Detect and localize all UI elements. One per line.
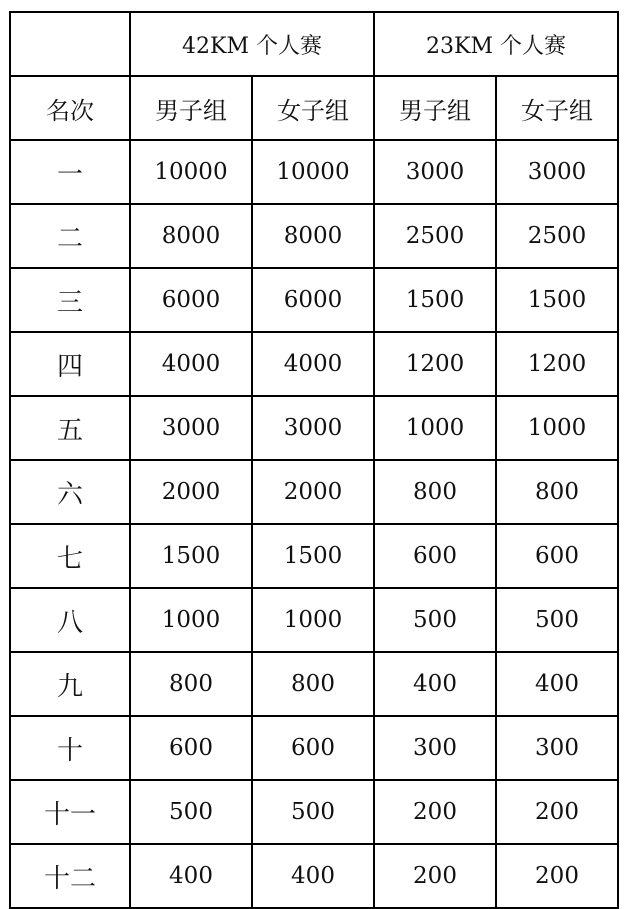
header-row-categories	[10, 76, 618, 140]
km23-men-cell: 3000	[374, 140, 496, 204]
km23-women-cell: 200	[496, 844, 618, 908]
km23-men-cell: 600	[374, 524, 496, 588]
rank-cell: 五	[10, 396, 130, 460]
km42-men-cell: 6000	[130, 268, 252, 332]
km23-men-cell: 2500	[374, 204, 496, 268]
km42-men-cell: 1500	[130, 524, 252, 588]
prize-table	[9, 11, 619, 909]
km23-women-cell: 400	[496, 652, 618, 716]
rank-cell: 十	[10, 716, 130, 780]
table-row	[10, 268, 618, 332]
table-row	[10, 652, 618, 716]
header-42km: 42KM 个人赛	[130, 12, 374, 76]
km23-women-cell: 300	[496, 716, 618, 780]
km42-women-cell: 800	[252, 652, 374, 716]
table-row	[10, 140, 618, 204]
km42-women-cell: 6000	[252, 268, 374, 332]
header-rank: 名次	[10, 76, 130, 140]
km23-women-cell: 1000	[496, 396, 618, 460]
km23-men-cell: 300	[374, 716, 496, 780]
km23-women-cell: 800	[496, 460, 618, 524]
km42-men-cell: 2000	[130, 460, 252, 524]
table-body	[10, 12, 618, 908]
km42-women-cell: 3000	[252, 396, 374, 460]
km23-women-cell: 600	[496, 524, 618, 588]
table-row	[10, 204, 618, 268]
km42-men-cell: 800	[130, 652, 252, 716]
table-row	[10, 396, 618, 460]
km42-men-cell: 10000	[130, 140, 252, 204]
km23-men-cell: 800	[374, 460, 496, 524]
km42-women-cell: 10000	[252, 140, 374, 204]
rank-cell: 七	[10, 524, 130, 588]
km23-women-cell: 200	[496, 780, 618, 844]
header-23km-men: 男子组	[374, 76, 496, 140]
km23-men-cell: 1200	[374, 332, 496, 396]
km42-women-cell: 4000	[252, 332, 374, 396]
km23-men-cell: 200	[374, 844, 496, 908]
km42-men-cell: 600	[130, 716, 252, 780]
km42-men-cell: 4000	[130, 332, 252, 396]
table-row	[10, 524, 618, 588]
rank-cell: 六	[10, 460, 130, 524]
rank-cell: 十一	[10, 780, 130, 844]
km23-men-cell: 1500	[374, 268, 496, 332]
km23-men-cell: 400	[374, 652, 496, 716]
km23-men-cell: 200	[374, 780, 496, 844]
header-42km-men: 男子组	[130, 76, 252, 140]
km23-women-cell: 1500	[496, 268, 618, 332]
km42-women-cell: 1000	[252, 588, 374, 652]
rank-cell: 三	[10, 268, 130, 332]
km42-women-cell: 8000	[252, 204, 374, 268]
table-row	[10, 332, 618, 396]
table-row	[10, 716, 618, 780]
km23-women-cell: 3000	[496, 140, 618, 204]
table-row	[10, 780, 618, 844]
km42-women-cell: 1500	[252, 524, 374, 588]
rank-cell: 十二	[10, 844, 130, 908]
km42-men-cell: 500	[130, 780, 252, 844]
km42-men-cell: 3000	[130, 396, 252, 460]
km23-men-cell: 500	[374, 588, 496, 652]
rank-cell: 四	[10, 332, 130, 396]
table-row	[10, 844, 618, 908]
km23-men-cell: 1000	[374, 396, 496, 460]
header-42km-women: 女子组	[252, 76, 374, 140]
km23-women-cell: 500	[496, 588, 618, 652]
rank-cell: 二	[10, 204, 130, 268]
km42-men-cell: 1000	[130, 588, 252, 652]
header-row-groups	[10, 12, 618, 76]
km42-women-cell: 2000	[252, 460, 374, 524]
km42-women-cell: 500	[252, 780, 374, 844]
rank-cell: 九	[10, 652, 130, 716]
km42-women-cell: 400	[252, 844, 374, 908]
km23-women-cell: 1200	[496, 332, 618, 396]
km42-men-cell: 400	[130, 844, 252, 908]
table-row	[10, 460, 618, 524]
km42-men-cell: 8000	[130, 204, 252, 268]
km42-women-cell: 600	[252, 716, 374, 780]
corner-cell	[10, 12, 130, 76]
header-23km-women: 女子组	[496, 76, 618, 140]
km23-women-cell: 2500	[496, 204, 618, 268]
table-row	[10, 588, 618, 652]
rank-cell: 八	[10, 588, 130, 652]
rank-cell: 一	[10, 140, 130, 204]
header-23km: 23KM 个人赛	[374, 12, 618, 76]
